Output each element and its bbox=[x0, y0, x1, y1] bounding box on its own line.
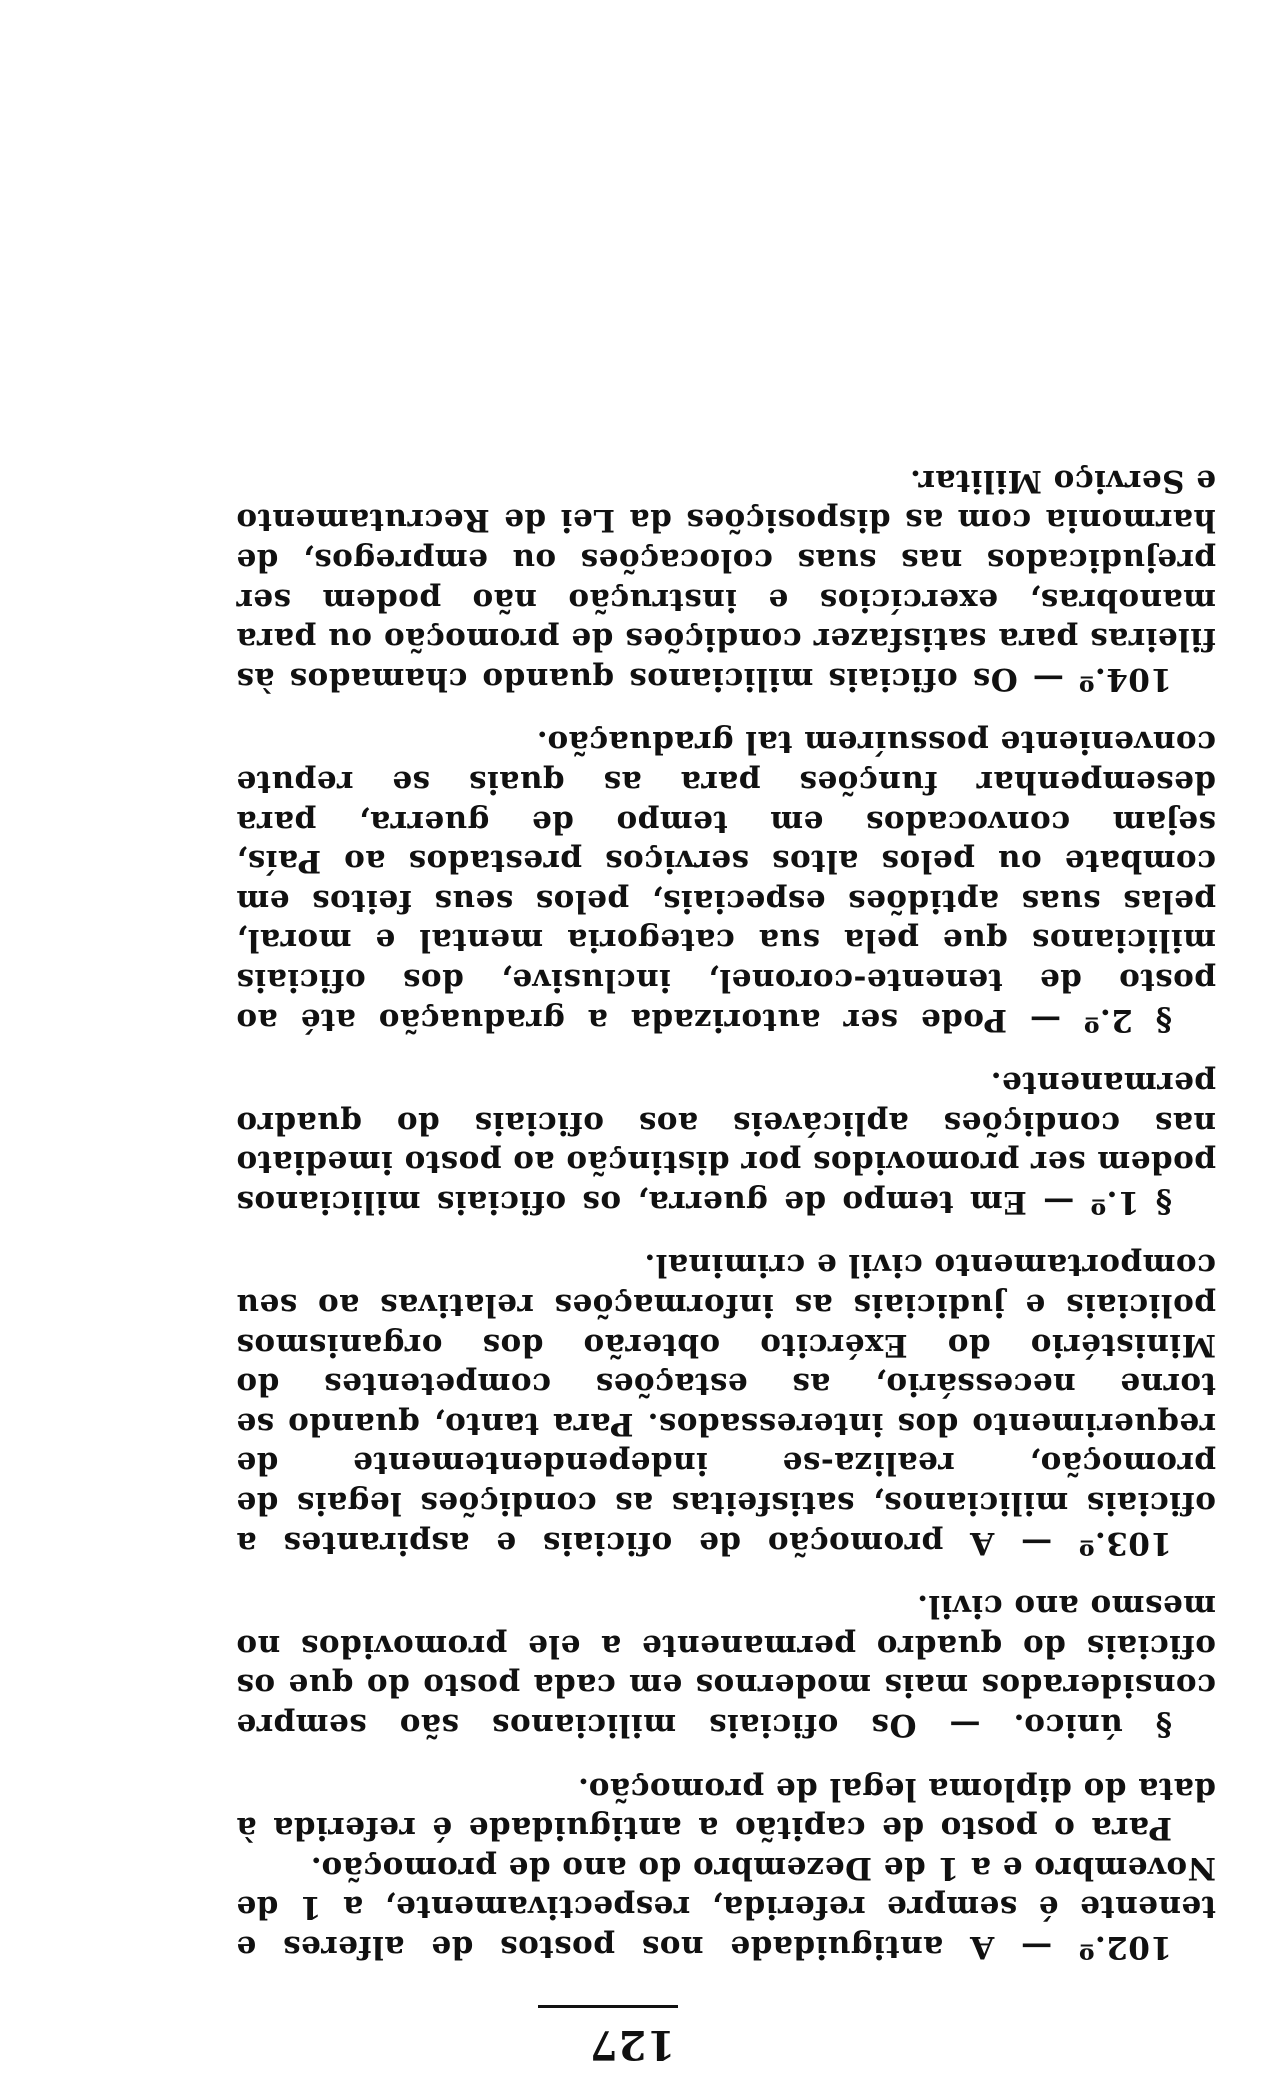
paragraph-art-102-cont: Para o posto de capitão a antiguidade é referida à data do diploma legal de promoção. bbox=[236, 1770, 1216, 1847]
paragraph-art-102: 102.º — A antiguidade nos postos de alferes e tenente é sempre referida, respectivamente, a 1 de Novembro e a 1 de Dezembro do ano de promoção. bbox=[236, 1849, 1216, 1965]
paragraph-art-103-p1: § 1.º — Em tempo de guerra, os oficiais milicianos podem ser promovidos por distinção ao posto imediato nas condições aplicáveis aos oficiais do quadro permanente. bbox=[236, 1065, 1216, 1220]
paragraph-art-103: 103.º — A promoção de oficiais e aspirantes a oficiais milicianos, satisfeitas as condições legais de promoção, realiza-se independentemente de requerimento dos interessados. Para tanto, quando se torne necessário, as estações competentes do Ministério do Exército obterão dos organismos policiais e judiciais as informações relativas ao seu comportamento civil e criminal. bbox=[236, 1247, 1216, 1561]
page-number: 127 bbox=[588, 2021, 676, 2068]
page-body bbox=[236, 436, 1216, 1966]
paragraph-art-104: 104.º — Os oficiais milicianos quando chamados às fileiras para satisfazer condições de promoção ou para manobras, exercícios e instrução não podem ser prejudicados nas suas colocações ou empregos, de harmonia com as disposições da Lei de Recrutamento e Serviço Militar. bbox=[236, 462, 1216, 697]
paragraph-art-103-p2: § 2.º — Pode ser autorizada a graduação até ao posto de tenente-coronel, inclusive, dos oficiais milicianos que pela sua categoria mental e moral, pelas suas aptidões especiais, pelos seus feitos em combate ou pelos altos serviços prestados ao País, sejam convocados em tempo de guerra, para desempenhar funções para as quais se repute conveniente possuírem tal graduação. bbox=[236, 724, 1216, 1038]
paragraph-art-102-unico: § único. — Os oficiais milicianos são sempre considerados mais modernos em cada posto do que os oficiais do quadro permanente a ele promovidos no mesmo ano civil. bbox=[236, 1588, 1216, 1744]
header-rule bbox=[538, 2005, 678, 2008]
